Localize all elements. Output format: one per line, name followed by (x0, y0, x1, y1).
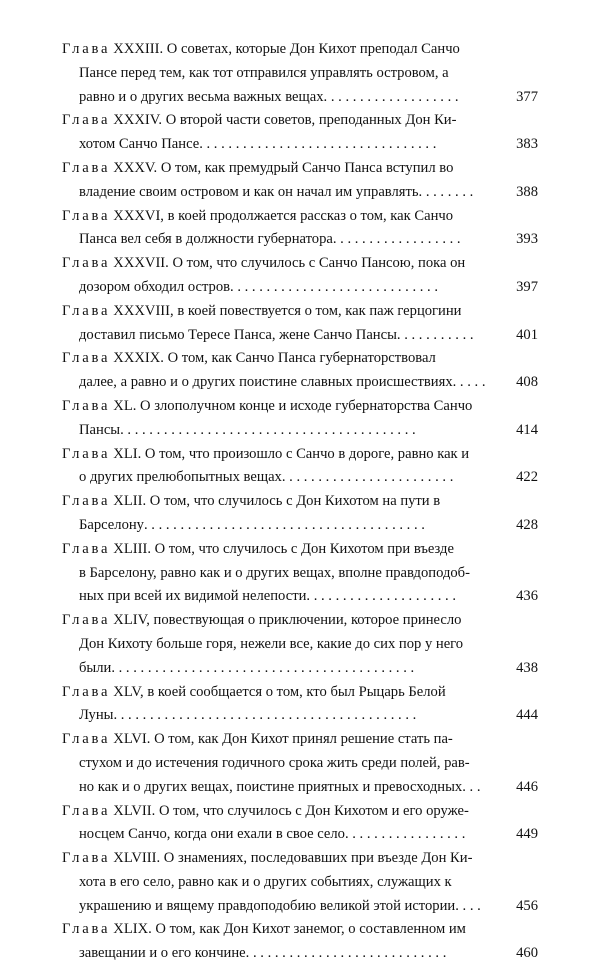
page-number: 438 (516, 659, 538, 676)
chapter-label: Глава (62, 493, 111, 510)
dot-leader: . . . . . . . . . . . . . . . . . . . (323, 88, 459, 105)
page-number: 383 (516, 136, 538, 153)
toc-entry-text (79, 86, 324, 110)
toc-entry-text (62, 847, 472, 871)
page-number: 393 (516, 231, 538, 248)
chapter-title-line: украшению и вящему правдоподобию великой этой истории (79, 897, 456, 914)
chapter-title-line: XLV, в коей сообщается о том, кто был Рыцарь Белой (113, 683, 446, 700)
toc-entry-text (79, 633, 463, 657)
toc-entry-text (79, 752, 470, 776)
chapter-title-line: о других прелюбопытных вещах (79, 469, 282, 486)
chapter-title-line: XXXVIII, в коей повествуется о том, как паж герцогини (113, 302, 462, 319)
page-number: 449 (516, 826, 538, 843)
toc-entry-line (62, 657, 538, 681)
chapter-label: Глава (62, 350, 111, 367)
toc-entry-text (62, 38, 460, 62)
toc-entry-text (62, 347, 436, 371)
toc-entry (62, 252, 538, 300)
toc-entry-text (62, 395, 472, 419)
chapter-title-line: Пансы (79, 421, 121, 438)
page-number: 401 (516, 326, 538, 343)
chapter-title-line: Луны (79, 707, 114, 724)
toc-entry-line (62, 38, 538, 62)
toc-entry-line (62, 419, 538, 443)
toc-entry-text (79, 62, 449, 86)
toc-entry-line (62, 728, 538, 752)
dot-leader: . . . . . . . . . . . . . . . . . . . . . . . . . . . . . . . . . . . . . . . . . (120, 421, 416, 438)
toc-entry-text (79, 585, 306, 609)
chapter-label: Глава (62, 802, 111, 819)
toc-entry-text (79, 419, 120, 443)
dot-leader: . . . . . . . . . . . . . . . . . (344, 826, 466, 843)
toc-entry-text (62, 728, 453, 752)
toc-entry-line (62, 776, 538, 800)
toc-entry-line (62, 942, 538, 966)
toc-entry-line (62, 538, 538, 562)
toc-entry-line (62, 133, 538, 157)
toc-entry (62, 300, 538, 348)
page-number: 444 (516, 707, 538, 724)
toc-entry (62, 847, 538, 918)
toc-entry-text (79, 514, 144, 538)
toc-entry-text (79, 276, 230, 300)
toc-entry-line (62, 443, 538, 467)
toc-entry (62, 490, 538, 538)
toc-entry-text (62, 252, 465, 276)
table-of-contents (62, 38, 538, 966)
toc-entry-text (62, 490, 440, 514)
chapter-title-line: XLVII. О том, что случилось с Дон Кихотом и его оруже- (113, 802, 469, 819)
page-number: 436 (516, 588, 538, 605)
chapter-title-line: хотом Санчо Пансе (79, 136, 200, 153)
toc-entry-line (62, 371, 538, 395)
toc-entry-line (62, 562, 538, 586)
dot-leader: . . . . (455, 897, 481, 914)
toc-entry-line (62, 228, 538, 252)
toc-entry-text (79, 895, 455, 919)
chapter-title-line: XXXV. О том, как премудрый Санчо Панса вступил во (113, 159, 454, 176)
dot-leader: . . . . . . . . . . . . . . . . . . . . . (306, 588, 456, 605)
toc-entry-text (79, 871, 452, 895)
chapter-title-line: XLI. О том, что произошло с Санчо в дороге, равно как и (113, 445, 470, 462)
toc-entry-line (62, 62, 538, 86)
dot-leader: . . . . . . . . . . . . . . . . . . . . . . . . . . . . (245, 945, 447, 962)
page-number: 428 (516, 516, 538, 533)
toc-entry-line (62, 609, 538, 633)
toc-entry-text (79, 324, 397, 348)
chapter-label: Глава (62, 159, 111, 176)
dot-leader: . . . . . . . . . . . . . . . . . . (332, 231, 461, 248)
chapter-title-line: XLVI. О том, как Дон Кихот принял решение стать па- (113, 731, 453, 748)
chapter-title-line: носцем Санчо, когда они ехали в свое село (79, 826, 345, 843)
toc-entry (62, 681, 538, 729)
toc-entry-line (62, 871, 538, 895)
chapter-label: Глава (62, 612, 111, 629)
toc-entry-line (62, 300, 538, 324)
dot-leader: . . . . . . . . . . . . . . . . . . . . . . . . . . . . . . . . . (199, 136, 437, 153)
toc-entry (62, 728, 538, 799)
dot-leader: . . . . . (452, 374, 486, 391)
page-number: 414 (516, 421, 538, 438)
chapter-label: Глава (62, 302, 111, 319)
page-number: 397 (516, 278, 538, 295)
toc-entry-text (62, 800, 469, 824)
chapter-title-line: но как и о других вещах, поистине приятных и превосходных (79, 778, 463, 795)
toc-entry-line (62, 347, 538, 371)
chapter-title-line: стухом и до истечения годичного срока жить среди полей, рав- (79, 754, 470, 771)
chapter-title-line: XLIII. О том, что случилось с Дон Кихотом при въезде (113, 540, 454, 557)
chapter-label: Глава (62, 41, 111, 57)
toc-entry-text (79, 776, 462, 800)
toc-entry-text (79, 228, 333, 252)
chapter-label: Глава (62, 850, 111, 867)
chapter-title-line: в Барселону, равно как и о других вещах, вполне правдоподоб- (79, 564, 470, 581)
toc-entry-line (62, 252, 538, 276)
chapter-label: Глава (62, 731, 111, 748)
toc-entry (62, 395, 538, 443)
toc-entry-text (79, 657, 111, 681)
toc-entry-text (62, 681, 446, 705)
toc-entry-text (62, 538, 454, 562)
chapter-label: Глава (62, 921, 111, 938)
chapter-title-line: владение своим островом и как он начал им управлять (79, 183, 419, 200)
toc-entry-line (62, 847, 538, 871)
chapter-title-line: XXXIX. О том, как Санчо Панса губернаторствовал (113, 350, 436, 367)
chapter-title-line: завещании и о его кончине (79, 945, 246, 962)
dot-leader: . . . . . . . . . . . (396, 326, 474, 343)
dot-leader: . . . . . . . . (418, 183, 474, 200)
toc-entry-text (79, 823, 345, 847)
toc-entry-line (62, 752, 538, 776)
dot-leader: . . . (462, 778, 481, 795)
dot-leader: . . . . . . . . . . . . . . . . . . . . . . . . . . . . . . . . . . . . . . . . . . (113, 707, 417, 724)
toc-entry-line (62, 276, 538, 300)
chapter-label: Глава (62, 112, 111, 129)
toc-entry-line (62, 681, 538, 705)
toc-entry-text (62, 205, 453, 229)
toc-entry-line (62, 918, 538, 942)
chapter-label: Глава (62, 207, 111, 224)
chapter-label: Глава (62, 397, 111, 414)
chapter-title-line: равно и о других весьма важных вещах (79, 88, 324, 105)
page-number: 377 (516, 88, 538, 105)
chapter-title-line: XXXVI, в коей продолжается рассказ о том, как Санчо (113, 207, 454, 224)
chapter-title-line: Панса вел себя в должности губернатора (79, 231, 333, 248)
toc-entry (62, 38, 538, 109)
toc-entry-line (62, 704, 538, 728)
toc-entry-text (62, 918, 466, 942)
toc-entry-line (62, 800, 538, 824)
chapter-title-line: XXXIV. О второй части советов, преподанных Дон Ки- (113, 112, 457, 129)
toc-entry-text (62, 609, 461, 633)
toc-entry-text (79, 562, 470, 586)
toc-entry-line (62, 324, 538, 348)
toc-entry (62, 609, 538, 680)
toc-entry-line (62, 181, 538, 205)
toc-entry (62, 918, 538, 966)
toc-entry-line (62, 109, 538, 133)
dot-leader: . . . . . . . . . . . . . . . . . . . . . . . . . . . . . (230, 278, 438, 295)
toc-entry-line (62, 823, 538, 847)
chapter-label: Глава (62, 540, 111, 557)
chapter-label: Глава (62, 445, 111, 462)
chapter-title-line: XLIV, повествующая о приключении, которое принесло (113, 612, 462, 629)
chapter-title-line: XLVIII. О знамениях, последовавших при въезде Дон Ки- (113, 850, 473, 867)
chapter-title-line: доставил письмо Тересе Панса, жене Санчо Пансы (79, 326, 397, 343)
chapter-title-line: XXXVII. О том, что случилось с Санчо Пансою, пока он (113, 255, 466, 272)
toc-entry-line (62, 895, 538, 919)
chapter-title-line: далее, а равно и о других поистине славных происшествиях (79, 374, 453, 391)
toc-entry-text (79, 942, 246, 966)
toc-entry-text (79, 133, 199, 157)
page-number: 446 (516, 778, 538, 795)
toc-entry-line (62, 205, 538, 229)
toc-entry-line (62, 466, 538, 490)
chapter-title-line: XLIX. О том, как Дон Кихот занемог, о составленном им (113, 921, 466, 938)
chapter-title-line: XXXIII. О советах, которые Дон Кихот преподал Санчо (113, 41, 460, 57)
toc-entry-text (62, 300, 461, 324)
chapter-title-line: Барселону (79, 516, 144, 533)
chapter-title-line: Пансе перед тем, как тот отправился управлять островом, а (79, 64, 449, 81)
toc-entry-text (79, 371, 453, 395)
chapter-title-line: XLII. О том, что случилось с Дон Кихотом на пути в (113, 493, 441, 510)
toc-entry-line (62, 395, 538, 419)
dot-leader: . . . . . . . . . . . . . . . . . . . . . . . . . . . . . . . . . . . . . . . . . . (111, 659, 415, 676)
chapter-label: Глава (62, 255, 111, 272)
chapter-title-line: были (79, 659, 112, 676)
toc-entry-line (62, 585, 538, 609)
toc-entry-text (79, 704, 113, 728)
toc-entry-line (62, 514, 538, 538)
toc-entry (62, 347, 538, 395)
toc-entry (62, 109, 538, 157)
toc-entry-text (79, 466, 282, 490)
page-number: 460 (516, 945, 538, 962)
chapter-title-line: дозором обходил остров (79, 278, 231, 295)
toc-entry-text (79, 181, 419, 205)
toc-entry-text (62, 157, 453, 181)
toc-entry (62, 538, 538, 609)
toc-entry (62, 800, 538, 848)
toc-entry-line (62, 86, 538, 110)
page-number: 422 (516, 469, 538, 486)
toc-entry-line (62, 490, 538, 514)
toc-entry-line (62, 157, 538, 181)
page-number: 408 (516, 374, 538, 391)
page-number: 456 (516, 897, 538, 914)
toc-entry (62, 205, 538, 253)
toc-entry (62, 443, 538, 491)
chapter-title-line: Дон Кихоту больше горя, нежели все, какие до сих пор у него (79, 635, 464, 652)
chapter-title-line: хота в его село, равно как и о других событиях, служащих к (79, 873, 452, 890)
toc-entry-text (62, 109, 456, 133)
dot-leader: . . . . . . . . . . . . . . . . . . . . . . . . . . . . . . . . . . . . . . . (143, 516, 425, 533)
dot-leader: . . . . . . . . . . . . . . . . . . . . . . . . (281, 469, 454, 486)
chapter-label: Глава (62, 683, 111, 700)
chapter-title-line: ных при всей их видимой нелепости (79, 588, 307, 605)
toc-entry-text (62, 443, 469, 467)
chapter-title-line: XL. О злополучном конце и исходе губернаторства Санчо (113, 397, 473, 414)
toc-entry-line (62, 633, 538, 657)
toc-entry (62, 157, 538, 205)
page-number: 388 (516, 183, 538, 200)
